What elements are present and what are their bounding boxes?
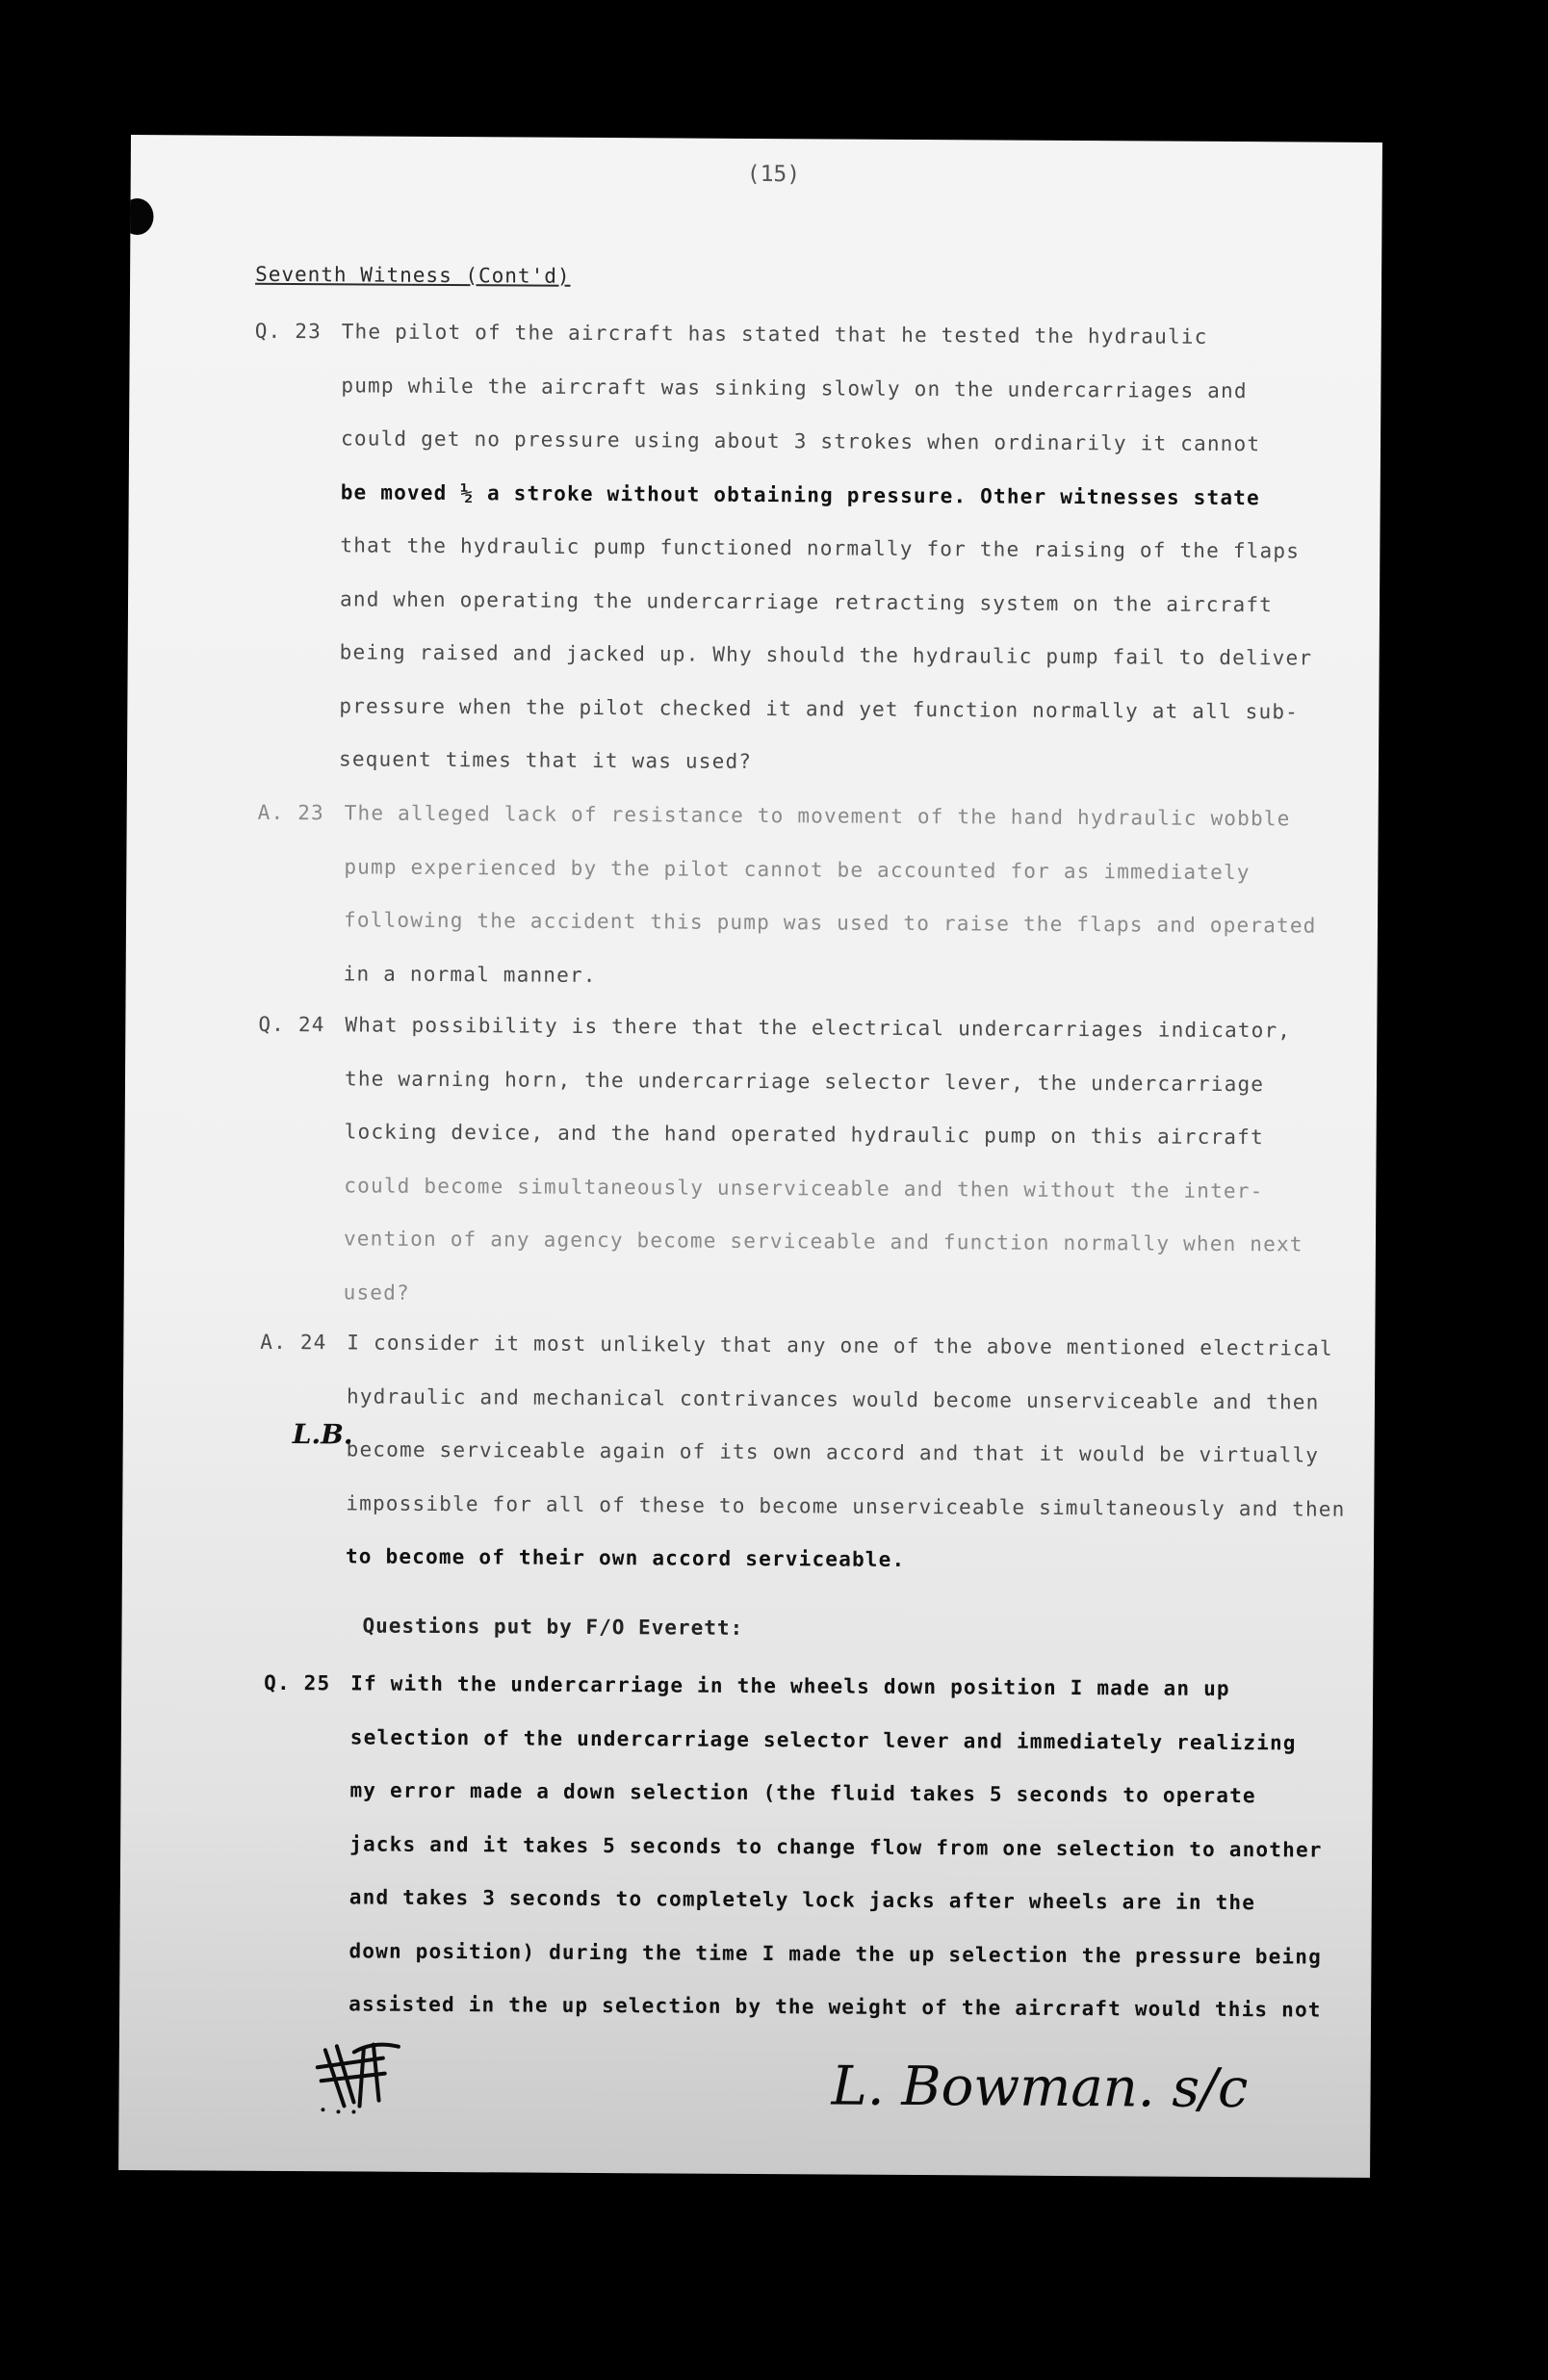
question-tag: Q. 23	[254, 319, 322, 344]
text-line: impossible for all of these to become unserviceable simultaneously and then	[346, 1490, 1346, 1521]
section-heading: Seventh Witness (Cont'd)	[255, 262, 571, 288]
text-line: assisted in the up selection by the weight of the aircraft would this not	[348, 1992, 1322, 2022]
text-line: jacks and it takes 5 seconds to change flow from one selection to another	[349, 1831, 1323, 1862]
text-line: pump while the aircraft was sinking slowly on the undercarriages and	[341, 373, 1248, 402]
text-line: The pilot of the aircraft has stated that he tested the hydraulic	[341, 320, 1208, 349]
text-line: be moved ½ a stroke without obtaining pressure. Other witnesses state	[340, 479, 1260, 509]
text-line: If with the undercarriage in the wheels down position I made an up	[350, 1671, 1230, 1701]
text-line: and when operating the undercarriage retracting system on the aircraft	[339, 586, 1274, 616]
text-line: used?	[343, 1280, 410, 1305]
text-line: hydraulic and mechanical contrivances would become unserviceable and then	[346, 1384, 1320, 1414]
question-24	[256, 998, 1304, 1326]
text-line: the warning horn, the undercarriage selector lever, the undercarriage	[344, 1066, 1265, 1096]
text-line: could become simultaneously unserviceable and then without the inter-	[344, 1173, 1264, 1203]
text-line: down position) during the time I made the up selection the pressure being	[348, 1938, 1323, 1969]
text-line: in a normal manner.	[343, 961, 597, 987]
text-line: The alleged lack of resistance to movement of the hand hydraulic wobble	[344, 801, 1291, 831]
text-line: could get no pressure using about 3 strokes when ordinarily it cannot	[341, 427, 1261, 456]
answer-tag: A. 23	[257, 800, 324, 825]
handwritten-initials	[315, 2038, 401, 2116]
text-line: sequent times that it was used?	[338, 747, 753, 773]
text-line: What possibility is there that the electrical undercarriages indicator,	[345, 1013, 1292, 1043]
text-line: that the hydraulic pump functioned normally for the raising of the flaps	[340, 533, 1301, 563]
text-line: and takes 3 seconds to completely lock jacks after wheels are in the	[348, 1885, 1256, 1915]
signature: L. Bowman. s/c	[831, 2055, 1249, 2121]
page-number: (15)	[746, 161, 801, 188]
text-line: I consider it most unlikely that any one of the above mentioned electrical	[347, 1331, 1333, 1360]
text-line: locking device, and the hand operated hydraulic pump on this aircraft	[344, 1120, 1264, 1150]
text-line: being raised and jacked up. Why should the hydraulic pump fail to deliver	[339, 640, 1313, 670]
question-23	[252, 305, 1315, 792]
question-25	[262, 1657, 1324, 2037]
answer-tag: A. 24	[260, 1330, 327, 1355]
answer-23	[257, 787, 1318, 1007]
question-tag: Q. 24	[258, 1012, 325, 1037]
answer-24	[259, 1316, 1347, 1590]
text-line: pump experienced by the pilot cannot be accounted for as immediately	[344, 854, 1251, 884]
question-tag: Q. 25	[264, 1670, 331, 1695]
questions-subheading: Questions put by F/O Everett:	[362, 1614, 744, 1640]
margin-initials: L.B.	[292, 1418, 353, 1451]
text-line: selection of the undercarriage selector lever and immediately realizing	[349, 1724, 1297, 1754]
text-line: following the accident this pump was used to raise the flaps and operated	[343, 908, 1317, 938]
text-line: my error made a down selection (the fluid takes 5 seconds to operate	[349, 1778, 1256, 1808]
text-line: to become of their own accord serviceable.	[345, 1544, 906, 1571]
text-line: pressure when the pilot checked it and yet function normally at all sub-	[339, 693, 1300, 723]
text-line: become serviceable again of its own accord and that it would be virtually	[346, 1437, 1320, 1467]
text-line: vention of any agency become serviceable and function normally when next	[343, 1227, 1303, 1256]
document-page	[118, 135, 1382, 2178]
punch-hole	[120, 198, 153, 235]
